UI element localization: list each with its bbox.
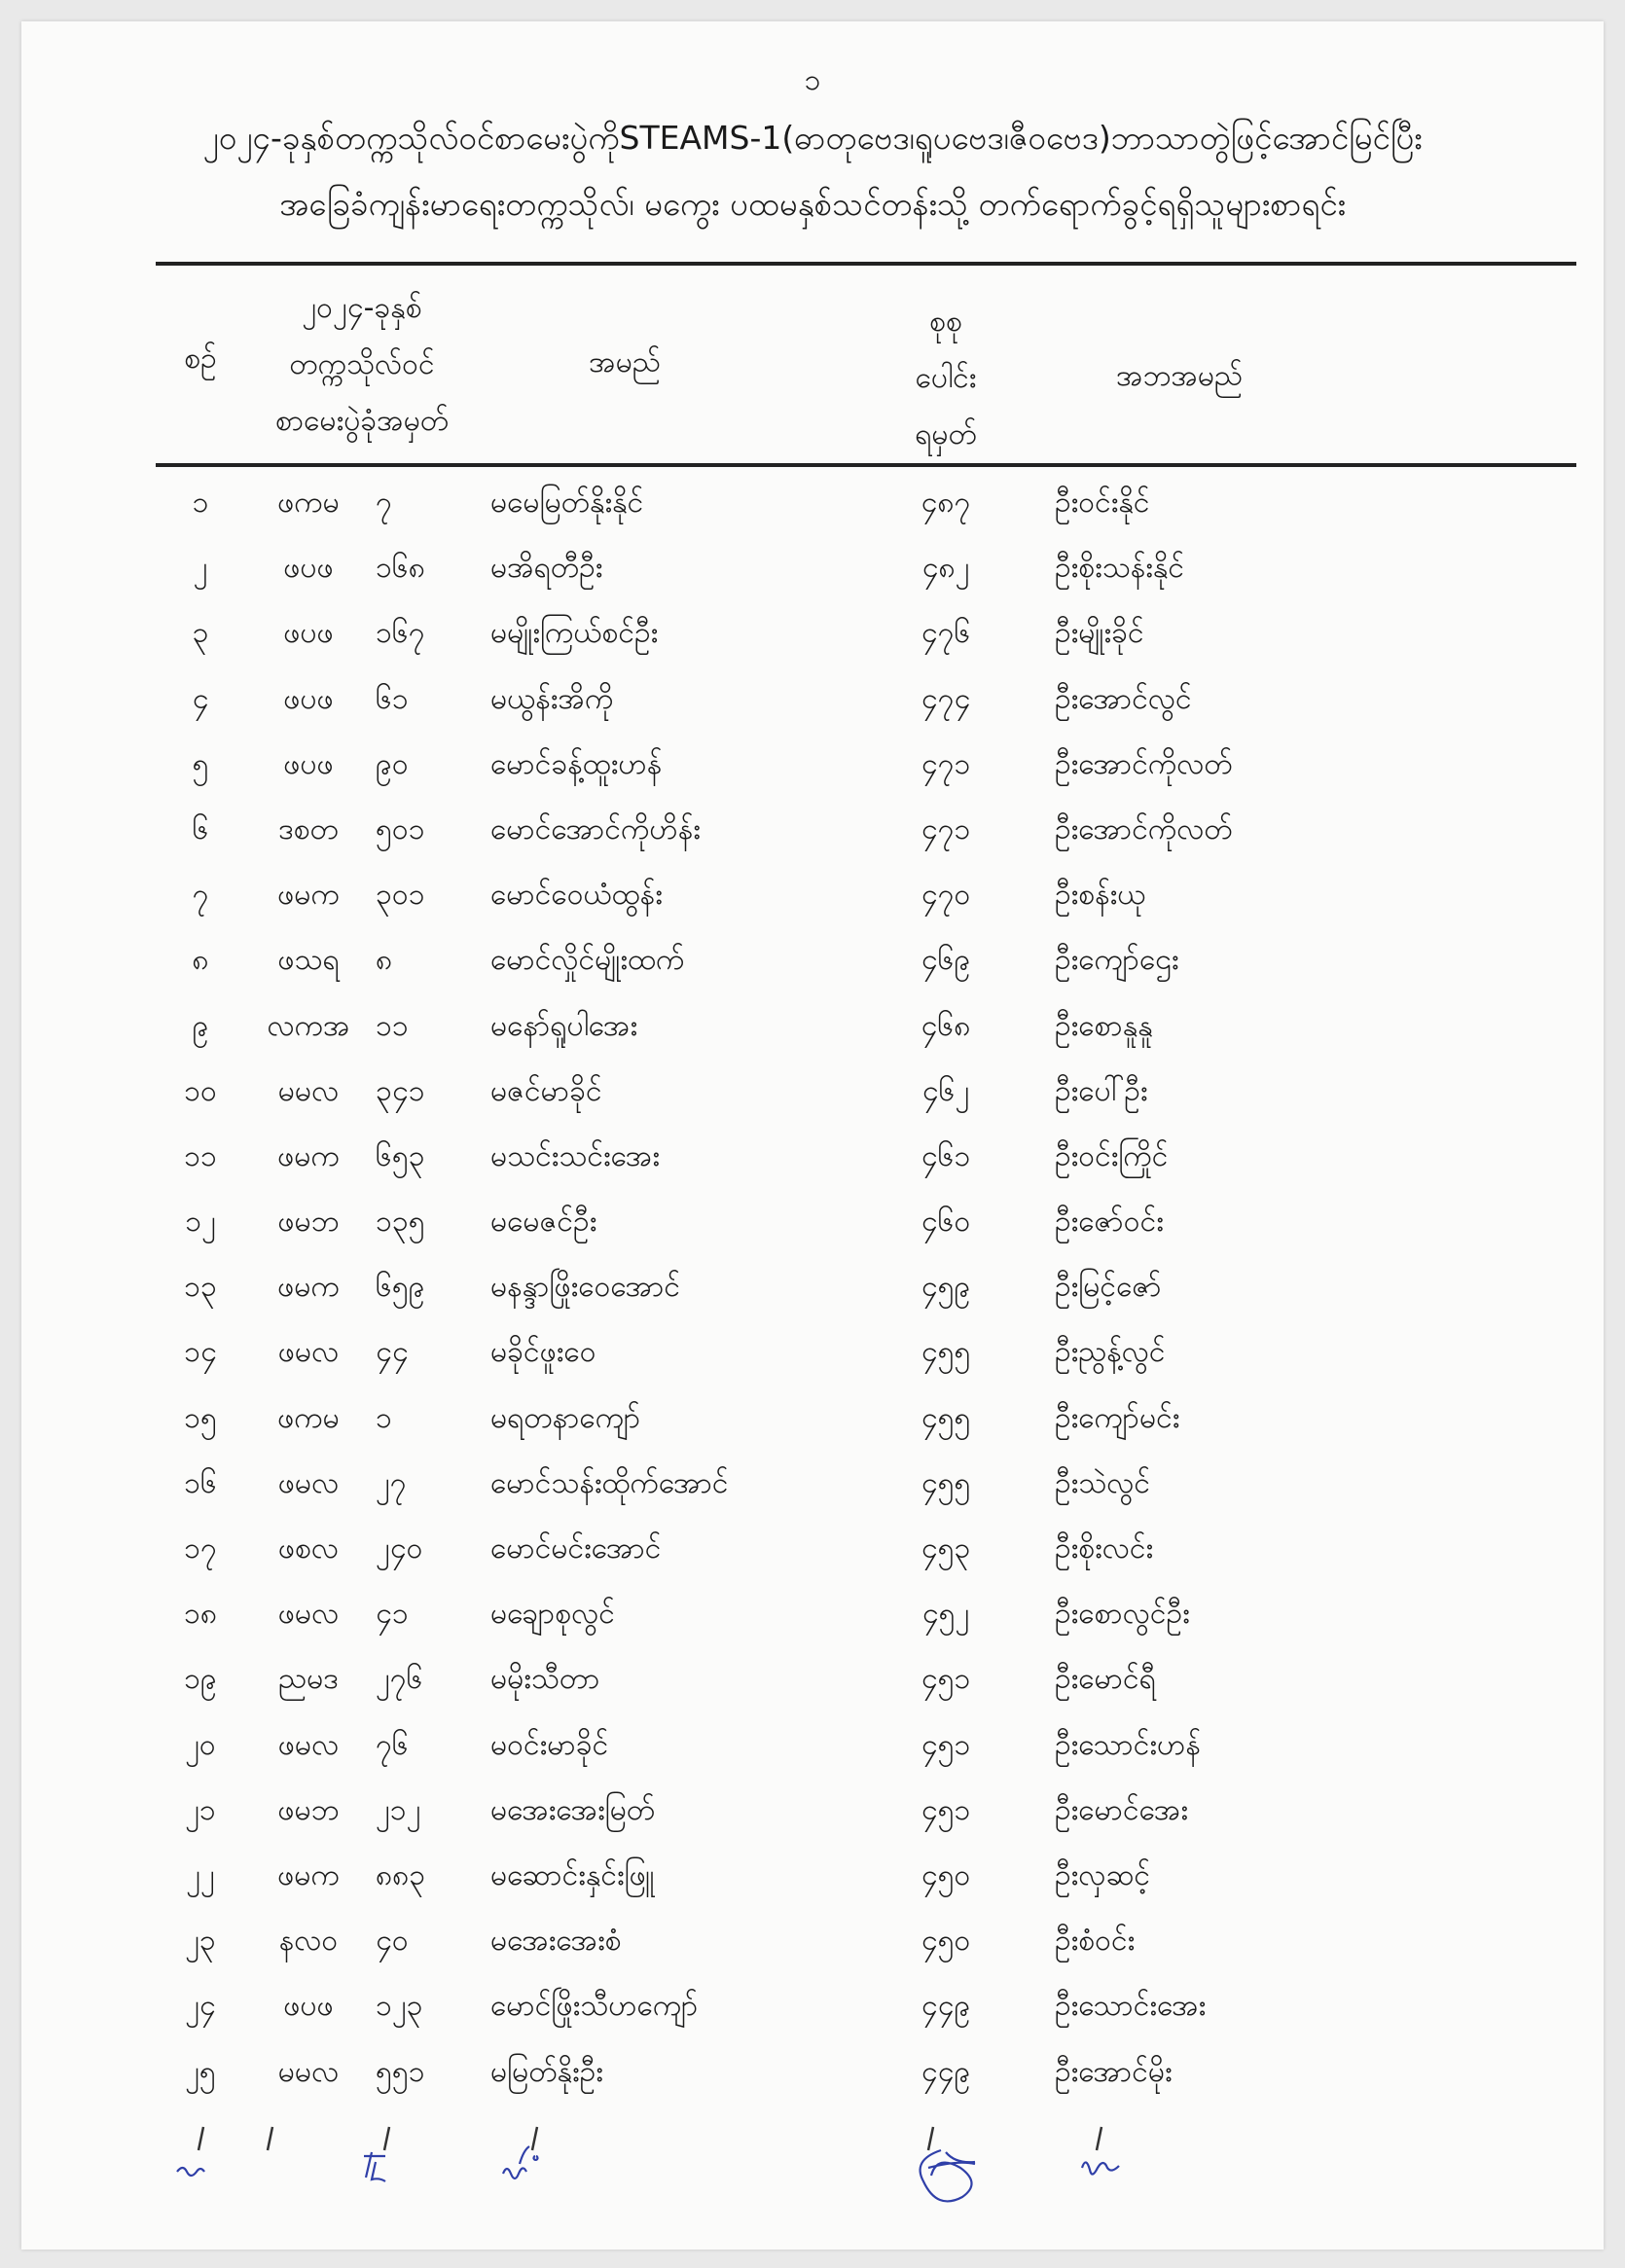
row-total-marks: ၄၈၇ — [921, 486, 971, 520]
row-serial-no: ၂၀ — [185, 1727, 216, 1762]
row-father-name: ဦးဝင်းနိုင် — [1055, 486, 1150, 520]
row-roll-code: ဖစလ — [277, 1531, 340, 1566]
row-roll-code: ဖပဖ — [283, 1989, 334, 2024]
row-father-name: ဦးမြင့်ဇော် — [1055, 1270, 1162, 1305]
table-row — [21, 928, 1604, 993]
row-roll-number: ၃၄၁ — [376, 1073, 425, 1108]
row-roll-code: ဖမက — [277, 1857, 340, 1892]
row-total-marks: ၄၈၂ — [921, 551, 970, 586]
row-roll-number: ၄၀ — [376, 1924, 409, 1959]
row-student-name: မဇင်မာခိုင် — [490, 1073, 602, 1108]
signature-marks — [21, 2113, 1604, 2240]
header-roll-line-1: ၂၀၂၄-ခုနှစ် — [302, 291, 422, 325]
table-row — [21, 798, 1604, 863]
row-student-name: မောင်သန်းထိုက်အောင် — [490, 1465, 729, 1500]
table-row — [21, 1386, 1604, 1452]
row-roll-code: လကအ — [267, 1008, 350, 1043]
row-serial-no: ၈ — [192, 943, 209, 978]
row-student-name: မမျိုးကြယ်စင်ဦး — [490, 616, 659, 651]
row-roll-code: ဖကမ — [277, 486, 340, 520]
table-row — [21, 1647, 1604, 1712]
row-total-marks: ၄၇၁ — [921, 746, 971, 781]
row-father-name: ဦးအောင်မိုး — [1055, 2054, 1173, 2089]
row-roll-code: ဖကမ — [277, 1400, 340, 1435]
table-row — [21, 667, 1604, 733]
row-total-marks: ၄၅၃ — [921, 1531, 971, 1566]
row-father-name: ဦးစန်းယု — [1055, 878, 1146, 913]
row-student-name: မအိရတီဦး — [490, 551, 603, 586]
header-roll-line-3: စာမေးပွဲခုံအမှတ် — [274, 404, 450, 438]
table-row — [21, 733, 1604, 798]
row-total-marks: ၄၆၂ — [921, 1073, 970, 1108]
row-roll-code: ဖမက — [277, 1138, 340, 1173]
row-roll-code: မမလ — [277, 1073, 340, 1108]
row-father-name: ဦးအောင်လွင် — [1055, 681, 1192, 716]
row-serial-no: ၁၀ — [184, 1073, 217, 1108]
row-roll-code: ဖမဘ — [277, 1205, 340, 1240]
page-number: ၁ — [804, 63, 821, 97]
row-total-marks: ၄၇၁ — [921, 811, 971, 846]
row-total-marks: ၄၅၁ — [921, 1727, 971, 1762]
row-student-name: မချောစုလွင် — [490, 1597, 615, 1632]
row-roll-code: နလဝ — [278, 1924, 339, 1959]
document-title-line-1: ၂၀၂၄-ခုနှစ်တက္ကသိုလ်ဝင်စာမေးပွဲကိုSTEAMS-1(ဓာတုဗေဒ၊ရူပဗေဒ၊ဇီဝဗေဒ)ဘာသာတွဲဖြင့်အောင်မြင်ပြီး — [202, 119, 1423, 157]
row-serial-no: ၁ — [192, 486, 209, 520]
table-row — [21, 1452, 1604, 1517]
row-roll-number: ၄၁ — [376, 1597, 409, 1632]
row-serial-no: ၁၃ — [184, 1270, 217, 1305]
row-total-marks: ၄၅၅ — [921, 1335, 971, 1370]
row-total-marks: ၄၅၅ — [921, 1465, 971, 1500]
row-roll-code: ဖပဖ — [283, 616, 334, 651]
row-student-name: မယွန်းအိကို — [490, 681, 614, 716]
row-roll-number: ၈၈၃ — [376, 1857, 426, 1892]
row-total-marks: ၄၅၀ — [921, 1857, 971, 1892]
row-student-name: မဆောင်းနှင်းဖြူ — [490, 1857, 655, 1892]
table-row — [21, 2040, 1604, 2106]
table-row — [21, 471, 1604, 536]
row-father-name: ဦးအောင်ကိုလတ် — [1055, 746, 1233, 781]
row-roll-code: ဖမလ — [277, 1465, 340, 1500]
row-father-name: ဦးစိုးသန်းနိုင် — [1055, 551, 1185, 586]
table-row — [21, 1844, 1604, 1909]
row-father-name: ဦးကျော်ဌေး — [1055, 943, 1179, 978]
row-roll-code: ဖမလ — [277, 1335, 340, 1370]
row-roll-number: ၁၂၃ — [376, 1989, 423, 2024]
row-roll-code: ဖပဖ — [283, 681, 334, 716]
row-student-name: မအေးအေးစံ — [490, 1924, 622, 1959]
header-father-name: အဘအမည် — [1115, 359, 1244, 393]
row-serial-no: ၂၂ — [186, 1857, 215, 1892]
table-row — [21, 1582, 1604, 1647]
table-header-rule — [156, 463, 1576, 467]
row-father-name: ဦးအောင်ကိုလတ် — [1055, 811, 1233, 846]
row-student-name: မသင်းသင်းအေး — [490, 1138, 660, 1173]
row-father-name: ဦးမောင်အေး — [1055, 1792, 1188, 1827]
row-total-marks: ၄၄၉ — [921, 1989, 971, 2024]
row-serial-no: ၂၁ — [185, 1792, 216, 1827]
row-roll-number: ၉၀ — [376, 746, 409, 781]
row-serial-no: ၁၄ — [184, 1335, 217, 1370]
row-roll-number: ၁၁ — [376, 1008, 409, 1043]
table-row — [21, 1255, 1604, 1320]
row-roll-code: ဖမလ — [277, 1727, 340, 1762]
row-roll-number: ၄၄ — [376, 1335, 409, 1370]
row-serial-no: ၁၆ — [184, 1465, 217, 1500]
row-roll-code: မမလ — [277, 2054, 340, 2089]
row-father-name: ဦးစိုးလင်း — [1055, 1531, 1154, 1566]
document-page — [21, 21, 1604, 2250]
row-father-name: ဦးသောင်းဟန် — [1055, 1727, 1201, 1762]
row-total-marks: ၄၄၉ — [921, 2054, 971, 2089]
row-roll-number: ၆၅၉ — [376, 1270, 425, 1305]
row-total-marks: ၄၇၄ — [921, 681, 971, 716]
row-roll-number: ၂၇ — [376, 1465, 407, 1500]
row-roll-code: ဖမက — [277, 1270, 340, 1305]
row-total-marks: ၄၅၉ — [921, 1270, 971, 1305]
signature-area — [21, 2113, 1604, 2240]
row-father-name: ဦးဝင်းကြိုင် — [1055, 1138, 1169, 1173]
row-total-marks: ၄၅၁ — [921, 1792, 971, 1827]
row-father-name: ဦးသဲလွင် — [1055, 1465, 1151, 1500]
row-student-name: မအေးအေးမြတ် — [490, 1792, 656, 1827]
table-row — [21, 1779, 1604, 1844]
row-student-name: မမြတ်နိုးဦး — [490, 2054, 603, 2089]
row-roll-number: ၅၀၁ — [376, 811, 425, 846]
row-father-name: ဦးစံဝင်း — [1055, 1924, 1136, 1959]
table-row — [21, 1190, 1604, 1255]
row-student-name: မနော်ရူပါအေး — [490, 1008, 638, 1043]
header-roll-line-2: တက္ကသိုလ်ဝင် — [289, 347, 435, 381]
row-roll-number: ၁၆၈ — [376, 551, 425, 586]
header-marks-line-2: ပေါင်း — [915, 361, 977, 395]
table-row — [21, 1909, 1604, 1974]
row-total-marks: ၄၅၅ — [921, 1400, 971, 1435]
table-row — [21, 1517, 1604, 1582]
row-roll-code: ဖပဖ — [283, 746, 334, 781]
row-father-name: ဦးညွန့်လွင် — [1055, 1335, 1166, 1370]
row-roll-number: ၁၆၇ — [376, 616, 425, 651]
table-row — [21, 994, 1604, 1060]
row-student-name: မောင်လှိုင်မျိုးထက် — [490, 943, 685, 978]
row-student-name: မနန္ဒာဖြိုးဝေအောင် — [490, 1270, 681, 1305]
row-roll-number: ၂၁၂ — [376, 1792, 421, 1827]
row-student-name: မောင်ခန့်ထူးဟန် — [490, 746, 663, 781]
row-father-name: ဦးစောနူနူ — [1055, 1008, 1153, 1043]
row-serial-no: ၇ — [192, 878, 209, 913]
row-serial-no: ၆ — [192, 811, 209, 846]
row-student-name: မရတနာကျော် — [490, 1400, 641, 1435]
row-roll-code: ဒစတ — [278, 811, 339, 846]
row-serial-no: ၁၅ — [184, 1400, 217, 1435]
row-roll-number: ၇ — [376, 486, 392, 520]
row-roll-number: ၁၃၅ — [376, 1205, 425, 1240]
row-father-name: ဦးသောင်းအေး — [1055, 1989, 1207, 2024]
table-row — [21, 1713, 1604, 1779]
row-student-name: မခိုင်ဖူးဝေ — [490, 1335, 596, 1370]
row-roll-code: ဖမက — [277, 878, 340, 913]
row-student-name: မမိုးသီတာ — [490, 1662, 600, 1697]
row-student-name: မမေမြတ်နိုးနိုင် — [490, 486, 644, 520]
row-student-name: မောင်ဝေယံထွန်း — [490, 878, 663, 913]
row-student-name: မောင်အောင်ကိုဟိန်း — [490, 811, 701, 846]
row-roll-code: ညမဒ — [278, 1662, 339, 1697]
header-name: အမည် — [589, 345, 661, 379]
row-student-name: မောင်မင်းအောင် — [490, 1531, 662, 1566]
header-marks-line-1: စုစု — [929, 305, 962, 339]
header-serial-no: စဉ် — [184, 342, 217, 376]
row-father-name: ဦးမျိုးခိုင် — [1055, 616, 1144, 651]
table-row — [21, 863, 1604, 928]
row-serial-no: ၄ — [192, 681, 209, 716]
header-marks-line-3: ရမှတ် — [915, 417, 977, 451]
table-body — [21, 471, 1604, 2106]
row-roll-code: ဖမလ — [277, 1597, 340, 1632]
row-serial-no: ၂၄ — [185, 1989, 216, 2024]
row-roll-number: ၅၅၁ — [376, 2054, 425, 2089]
row-total-marks: ၄၆၉ — [921, 943, 971, 978]
row-roll-number: ၈ — [376, 943, 393, 978]
row-roll-number: ၆၅၃ — [376, 1138, 425, 1173]
row-serial-no: ၂၃ — [185, 1924, 216, 1959]
table-row — [21, 1125, 1604, 1190]
row-total-marks: ၄၅၂ — [921, 1597, 970, 1632]
table-top-rule — [156, 262, 1576, 266]
row-serial-no: ၅ — [192, 746, 209, 781]
table-row — [21, 601, 1604, 666]
row-serial-no: ၉ — [192, 1008, 209, 1043]
row-serial-no: ၂၅ — [185, 2054, 216, 2089]
row-serial-no: ၂ — [193, 551, 208, 586]
row-student-name: မောင်ဖြိုးသီဟကျော် — [490, 1989, 699, 2024]
row-total-marks: ၄၅၁ — [921, 1662, 971, 1697]
row-total-marks: ၄၆၈ — [921, 1008, 971, 1043]
row-total-marks: ၄၆၀ — [921, 1205, 971, 1240]
row-father-name: ဦးဇော်ဝင်း — [1055, 1205, 1164, 1240]
row-total-marks: ၄၅၀ — [921, 1924, 971, 1959]
row-student-name: မမေဇင်ဦး — [490, 1205, 597, 1240]
row-serial-no: ၁၈ — [183, 1597, 217, 1632]
row-roll-code: ဖသရ — [277, 943, 340, 978]
row-roll-code: ဖပဖ — [283, 551, 334, 586]
row-student-name: မဝင်းမာခိုင် — [490, 1727, 609, 1762]
row-serial-no: ၃ — [192, 616, 209, 651]
row-roll-number: ၇၆ — [376, 1727, 409, 1762]
row-roll-number: ၂၇၆ — [376, 1662, 423, 1697]
row-total-marks: ၄၇၆ — [921, 616, 971, 651]
row-serial-no: ၁၇ — [184, 1531, 217, 1566]
row-total-marks: ၄၆၁ — [921, 1138, 971, 1173]
row-father-name: ဦးကျော်မင်း — [1055, 1400, 1180, 1435]
row-serial-no: ၁၁ — [184, 1138, 217, 1173]
row-roll-number: ၆၁ — [376, 681, 409, 716]
document-title-line-2: အခြေခံကျန်းမာရေးတက္ကသိုလ်၊ မကွေး ပထမနှစ်သင်တန်းသို့ တက်ရောက်ခွင့်ရရှိသူများစာရင်း — [278, 185, 1347, 223]
table-row — [21, 1320, 1604, 1386]
row-roll-number: ၃၀၁ — [376, 878, 425, 913]
row-father-name: ဦးလှဆင့် — [1055, 1857, 1151, 1892]
row-father-name: ဦးစောလွင်ဦး — [1055, 1597, 1190, 1632]
row-roll-number: ၂၄၀ — [376, 1531, 423, 1566]
row-father-name: ဦးပေါ်ဦး — [1055, 1073, 1148, 1108]
table-row — [21, 1060, 1604, 1125]
table-row — [21, 1974, 1604, 2039]
row-total-marks: ၄၇၀ — [921, 878, 971, 913]
row-roll-code: ဖမဘ — [277, 1792, 340, 1827]
row-father-name: ဦးမောင်ရီ — [1055, 1662, 1156, 1697]
table-row — [21, 536, 1604, 601]
row-serial-no: ၁၂ — [185, 1205, 216, 1240]
row-serial-no: ၁၉ — [184, 1662, 217, 1697]
row-roll-number: ၁ — [376, 1400, 392, 1435]
